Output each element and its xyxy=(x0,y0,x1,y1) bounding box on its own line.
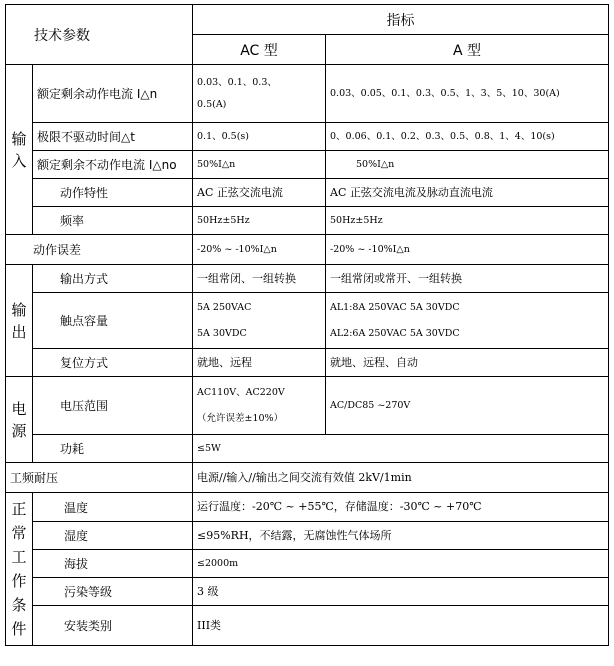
output-mode-ac: 一组常闭、一组转换 xyxy=(193,265,326,293)
reset-mode-label: 复位方式 xyxy=(33,349,193,377)
indicator-header: 指标 xyxy=(193,5,609,35)
frequency-ac: 50Hz±5Hz xyxy=(193,207,326,235)
rated-current-ac: 0.03、0.1、0.3、 0.5(A) xyxy=(193,65,326,123)
frequency-a: 50Hz±5Hz xyxy=(326,207,609,235)
no-op-current-ac: 50%I△n xyxy=(193,151,326,179)
output-mode-label: 输出方式 xyxy=(33,265,193,293)
humidity-label: 湿度 xyxy=(33,522,193,550)
group-output: 输出 xyxy=(6,265,33,377)
temperature-value: 运行温度：-20℃ ~ +55℃，存储温度：-30℃ ~ +70℃ xyxy=(193,493,609,522)
param-header: 技术参数 xyxy=(6,5,193,65)
install-class-value: III类 xyxy=(193,606,609,646)
voltage-range-ac: AC110V、AC220V （允许误差±10%） xyxy=(193,377,326,435)
withstand-value: 电源//输入//输出之间交流有效值 2kV/1min xyxy=(193,463,609,493)
install-class-label: 安装类别 xyxy=(33,606,193,646)
voltage-range-a: AC/DC85 ~270V xyxy=(326,377,609,435)
reset-mode-a: 就地、远程、自动 xyxy=(326,349,609,377)
group-power: 电源 xyxy=(6,377,33,463)
altitude-label: 海拔 xyxy=(33,550,193,578)
op-error-ac: -20% ~ -10%I△n xyxy=(193,235,326,265)
a-type-header: A 型 xyxy=(326,35,609,65)
ac-type-header: AC 型 xyxy=(193,35,326,65)
output-mode-a: 一组常闭或常开、一组转换 xyxy=(326,265,609,293)
humidity-value: ≤95%RH，不结露，无腐蚀性气体场所 xyxy=(193,522,609,550)
power-consumption-label: 功耗 xyxy=(33,435,193,463)
limit-time-ac: 0.1、0.5(s) xyxy=(193,123,326,151)
op-error-a: -20% ~ -10%I△n xyxy=(326,235,609,265)
op-error-label: 动作误差 xyxy=(6,235,193,265)
voltage-range-label: 电压范围 xyxy=(33,377,193,435)
rated-current-label: 额定剩余动作电流 I△n xyxy=(33,65,193,123)
reset-mode-ac: 就地、远程 xyxy=(193,349,326,377)
contact-cap-label: 触点容量 xyxy=(33,293,193,349)
temperature-label: 温度 xyxy=(33,493,193,522)
op-char-ac: AC 正弦交流电流 xyxy=(193,179,326,207)
group-input: 输入 xyxy=(6,65,33,235)
rated-current-a: 0.03、0.05、0.1、0.3、0.5、1、3、5、10、30(A) xyxy=(326,65,609,123)
limit-time-label: 极限不驱动时间△t xyxy=(33,123,193,151)
altitude-value: ≤2000m xyxy=(193,550,609,578)
limit-time-a: 0、0.06、0.1、0.2、0.3、0.5、0.8、1、4、10(s) xyxy=(326,123,609,151)
power-consumption-value: ≤5W xyxy=(193,435,609,463)
spec-table xyxy=(5,4,609,646)
no-op-current-label: 额定剩余不动作电流 I△no xyxy=(33,151,193,179)
no-op-current-a: 50%I△n xyxy=(326,151,609,179)
pollution-label: 污染等级 xyxy=(33,578,193,606)
contact-cap-ac: 5A 250VAC 5A 30VDC xyxy=(193,293,326,349)
pollution-value: 3 级 xyxy=(193,578,609,606)
contact-cap-a: AL1:8A 250VAC 5A 30VDC AL2:6A 250VAC 5A 30VDC xyxy=(326,293,609,349)
op-char-a: AC 正弦交流电流及脉动直流电流 xyxy=(326,179,609,207)
op-char-label: 动作特性 xyxy=(33,179,193,207)
frequency-label: 频率 xyxy=(33,207,193,235)
withstand-label: 工频耐压 xyxy=(6,463,193,493)
group-conditions: 正常工作条件 xyxy=(6,493,33,646)
